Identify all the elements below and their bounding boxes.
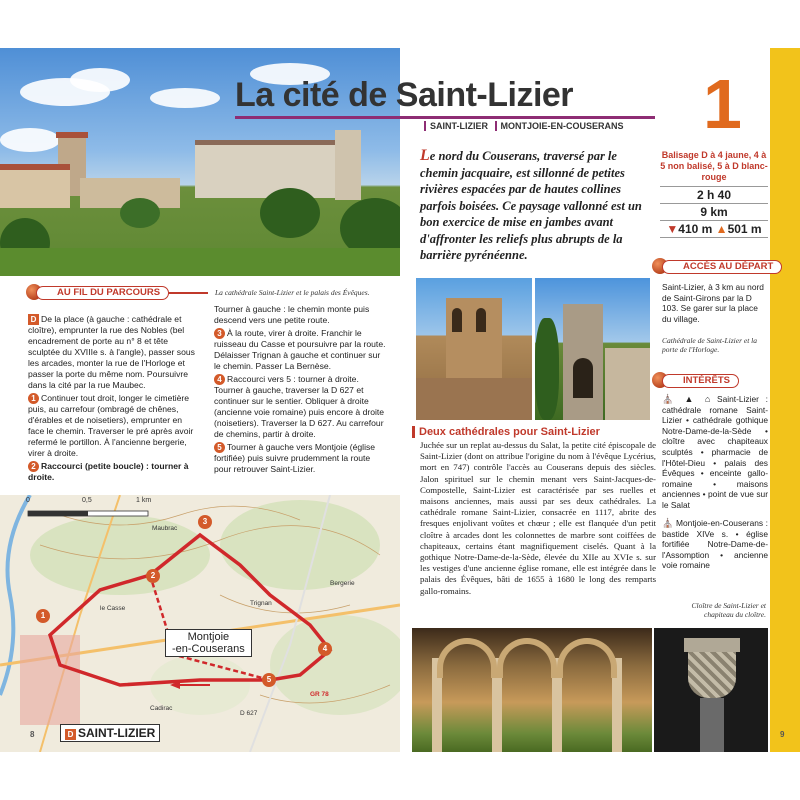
elevation bbox=[660, 221, 768, 238]
scale-zero: 0 bbox=[26, 497, 30, 504]
place-label-maubrac: Maubrac bbox=[152, 525, 178, 532]
location-tags bbox=[424, 121, 628, 131]
route-map bbox=[0, 495, 400, 752]
place-label-le-casse: le Casse bbox=[100, 605, 126, 612]
step-4-text: Raccourci vers 5 : tourner à droite. Tourner à gauche, traverser la D 627 et continuer sur le sentier. Obliquer à droite (ancienne voie romaine) puis encore à droite (noisetiers). Traverser la D 627. Au carrefour de chemins, partir à droite. bbox=[214, 374, 385, 439]
descent-value: 410 m bbox=[678, 222, 713, 236]
step-marker-3: 3 bbox=[214, 328, 225, 339]
balisage-info: Balisage D à 4 jaune, 4 à 5 non balisé, 5 à D blanc-rouge bbox=[660, 150, 768, 182]
parcours-column-2 bbox=[214, 304, 386, 477]
acces-text: Saint-Lizier, à 3 km au nord de Saint-Girons par la D 103. Se garer sur la place du village. bbox=[662, 282, 764, 324]
place-label-bergerie: Bergerie bbox=[330, 580, 355, 587]
cloister-photo bbox=[412, 628, 652, 752]
scale-end: 1 km bbox=[136, 497, 152, 504]
page-title: La cité de Saint-Lizier bbox=[235, 76, 574, 114]
route-info-box bbox=[660, 150, 768, 238]
ascent-value: 501 m bbox=[727, 222, 762, 236]
step-marker-4: 4 bbox=[214, 374, 225, 385]
distance: 9 km bbox=[660, 204, 768, 221]
book-spread bbox=[0, 48, 800, 752]
place-label-trignan: Trignan bbox=[250, 600, 272, 607]
intro-paragraph: Le nord du Couserans, traversé par le chemin jacquaire, est sillonné de petites rivières espacées par de hautes collines parfois boisées. Ce paysage vallonné est un bon exercice de mise en jambes avant d'affronter les reliefs plus abrupts de la barrière pyrénéenne. bbox=[420, 147, 642, 262]
step-1-text: Continuer tout droit, longer le cimetière puis, au carrefour (ombragé de chênes, d'érables et de noisetiers), emprunter en face le chemin. Traverser le pré après avoir refermé le portillon. À l'ancienne bergerie, virer à droite. bbox=[28, 393, 194, 458]
step-2b-text: Tourner à gauche : le chemin monte puis descend vers une petite route. bbox=[214, 304, 370, 325]
page-number-right: 9 bbox=[780, 730, 785, 739]
church-icon: ⛪ bbox=[662, 518, 674, 528]
acces-caption: Cathédrale de Saint-Lizier et la porte de l'Horloge. bbox=[662, 336, 757, 354]
porte-horloge-photo bbox=[535, 278, 650, 420]
page-number-left: 8 bbox=[30, 730, 35, 739]
descent-icon: ▼ bbox=[666, 222, 679, 236]
section-title-acces: ACCÈS AU DÉPART bbox=[662, 260, 782, 274]
cathedrals-sidebar bbox=[412, 426, 656, 662]
map-waypoint-3: 3 bbox=[198, 515, 212, 529]
interets-saint-lizier: ⛪ ▲ ⌂ Saint-Lizier : cathédrale romane Saint-Lizier • cathédrale gothique Notre-Dame-de-la-Sède • cloître avec chapiteaux sculptés • pharmacie de l'Hôtel-Dieu • palais des Évêques • enceinte gallo-romaine • maisons anciennes • point de vue sur le Salat bbox=[662, 394, 769, 510]
cloister-capital-photo bbox=[654, 628, 768, 752]
map-waypoint-5: 5 bbox=[262, 673, 276, 687]
place-label-cadirac: Cadirac bbox=[150, 705, 173, 712]
road-label-gr78: GR 78 bbox=[310, 691, 329, 698]
parcours-column-1 bbox=[28, 314, 198, 485]
step-marker-d: D bbox=[28, 314, 39, 325]
map-label-montjoie: Montjoie -en-Couserans bbox=[165, 629, 252, 657]
road-label-d627: D 627 bbox=[240, 710, 258, 717]
map-waypoint-4: 4 bbox=[318, 642, 332, 656]
step-marker-5: 5 bbox=[214, 442, 225, 453]
cathedrals-title: Deux cathédrales pour Saint-Lizier bbox=[412, 426, 656, 438]
cathedral-tower-photo bbox=[416, 278, 532, 420]
map-label-start: D SAINT-LIZIER bbox=[60, 724, 160, 742]
top-photo-caption: La cathédrale Saint-Lizier et le palais des Évêques. bbox=[215, 288, 370, 297]
tag-montjoie: MONTJOIE-EN-COUSERANS bbox=[495, 121, 628, 131]
interets-montjoie: ⛪ Montjoie-en-Couserans : bastide XIVe s. • église fortifiée Notre-Dame-de-l'Assomption • ancienne voie romaine bbox=[662, 518, 768, 571]
duration: 2 h 40 bbox=[660, 186, 768, 204]
map-waypoint-2: 2 bbox=[146, 569, 160, 583]
monument-icon: ⛪ ▲ ⌂ bbox=[662, 394, 711, 404]
section-title-parcours: AU FIL DU PARCOURS bbox=[36, 286, 169, 300]
title-underline bbox=[235, 116, 655, 119]
tag-saint-lizier: SAINT-LIZIER bbox=[424, 121, 492, 131]
ascent-icon: ▲ bbox=[715, 222, 728, 236]
cathedrals-text: Juchée sur un replat au-dessus du Salat, la petite cité épiscopale de Saint-Lizier (dont on attribue l'origine du nom à l'évêque Lycérius, mort en 747) contrôle l'accès au Couserans depuis des siècles. Jalon spirituel sur le chemin menant vers Saint-Jacques-de-Compostelle, Saint-Lizier est caractérisée par ses ruelles et maisons anciennes, mais aussi par ses deux cathédrales. La cathédrale romane Saint-Lizier, consacrée en 1117, abrite des fresques enjolivant voûtes et chœur ; elle est flanquée d'un petit cloître à arcades dont les colonnettes de marbre sont coiffées de chapiteaux, certains étant magnifiquement ciselés. Quant à la gothique Notre-Dame-de-la-Sède, élevée du XIIe au XVIe s. sur les vestiges d'une ancienne église romane, elle est intégrée dans le palais des Évêques, bâti de 1655 à 1680 le long des remparts gallo-romains. bbox=[420, 440, 656, 596]
step-d-text: De la place (à gauche : cathédrale et cloître), emprunter la rue des Nobles (bel encadrement de porte au n° 8 et tête sculptée du XVIIIe s. à l'angle), passer sous les arcades, monter la rue de l'Horloge et passer la porte du même nom. Poursuivre dans la cité par la rue Maubec. bbox=[28, 314, 195, 390]
step-5-text: Tourner à gauche vers Montjoie (église fortifiée) puis suivre prudemment la route pour retrouver Saint-Lizier. bbox=[214, 442, 376, 474]
step-marker-2: 2 bbox=[28, 461, 39, 472]
step-marker-1: 1 bbox=[28, 393, 39, 404]
cloitre-caption: Cloître de Saint-Lizier et chapiteau du cloître. bbox=[691, 601, 766, 619]
route-map-svg bbox=[0, 495, 400, 752]
chapter-color-band bbox=[770, 48, 800, 752]
step-2-text: Raccourci (petite boucle) : tourner à droite. bbox=[28, 461, 189, 482]
scale-mid: 0,5 bbox=[82, 497, 92, 504]
step-3-text: À la route, virer à droite. Franchir le ruisseau du Casse et poursuivre par la route. Délaisser Trignan à gauche et continuer sur le chemin. Passer La Bernèse. bbox=[214, 328, 386, 371]
route-number: 1 bbox=[703, 65, 742, 143]
section-title-interets: INTÉRÊTS bbox=[662, 374, 739, 388]
map-waypoint-1: 1 bbox=[36, 609, 50, 623]
